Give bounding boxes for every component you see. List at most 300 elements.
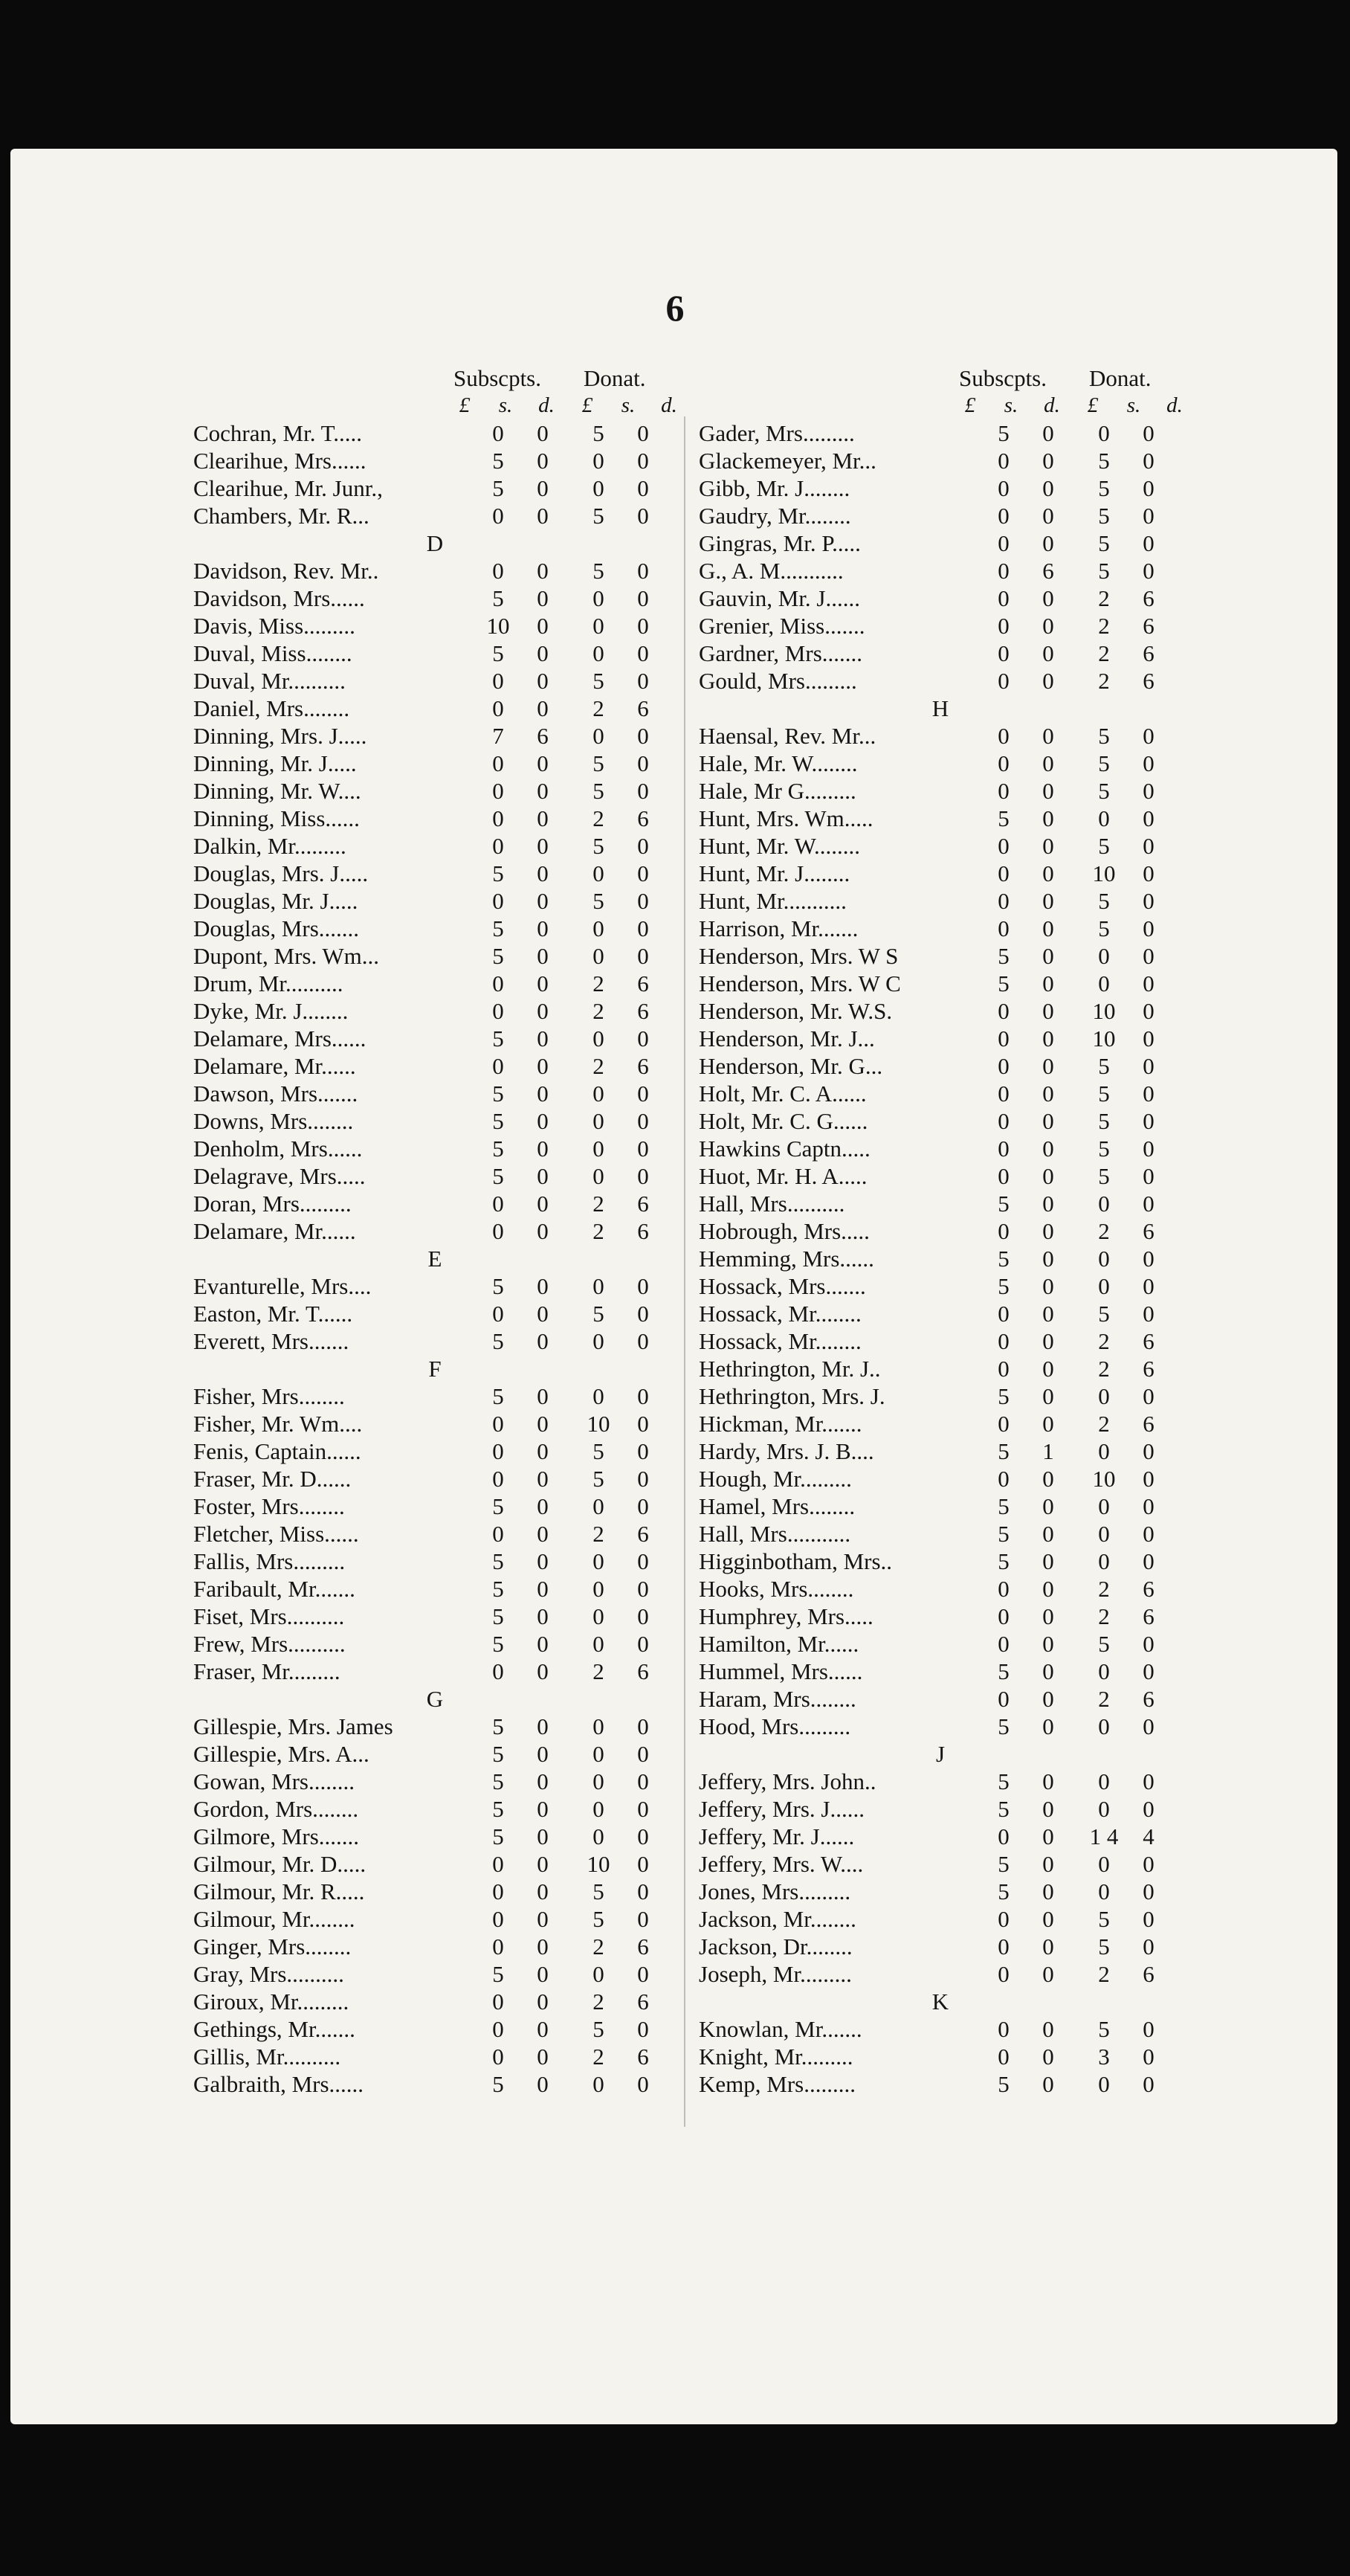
subscription-shillings: 0 bbox=[1042, 2044, 1054, 2070]
subscriber-name: Dupont, Mrs. Wm... bbox=[193, 943, 380, 969]
column-divider bbox=[684, 416, 685, 2127]
list-item bbox=[699, 474, 1182, 502]
subscriber-name: Evanturelle, Mrs.... bbox=[193, 1273, 372, 1299]
unit-pence: d. bbox=[661, 393, 677, 417]
list-item bbox=[193, 750, 676, 777]
donation-shillings: 0 bbox=[1143, 1493, 1154, 1519]
subscription-shillings: 0 bbox=[537, 888, 549, 914]
subscription-pounds: 5 bbox=[998, 1191, 1010, 1217]
subscriber-name: Holt, Mr. C. G...... bbox=[699, 1108, 868, 1134]
donation-pounds: 0 bbox=[1098, 1493, 1110, 1519]
donation-shillings: 0 bbox=[1143, 1713, 1154, 1739]
subscriber-name: Gillespie, Mrs. A... bbox=[193, 1741, 369, 1767]
subscription-shillings: 0 bbox=[537, 1961, 549, 1987]
subscriber-name: Hunt, Mr........... bbox=[699, 888, 847, 914]
donation-shillings: 6 bbox=[1143, 613, 1154, 639]
list-item bbox=[193, 1795, 676, 1823]
subscription-pounds: 0 bbox=[492, 558, 504, 584]
list-item bbox=[699, 997, 1182, 1025]
subscriber-name: Delamare, Mrs...... bbox=[193, 1025, 366, 1052]
subscription-pounds: 0 bbox=[492, 1191, 504, 1217]
section-letter: D bbox=[426, 530, 444, 556]
donation-pounds: 5 bbox=[1098, 888, 1110, 914]
subscriber-name: Duval, Miss........ bbox=[193, 640, 352, 666]
donation-pounds: 2 bbox=[592, 1053, 604, 1079]
subscriber-name: Jeffery, Mrs. W.... bbox=[699, 1851, 864, 1877]
list-item bbox=[193, 1658, 676, 1685]
subscription-pounds: 0 bbox=[492, 1218, 504, 1244]
donation-shillings: 0 bbox=[1143, 1438, 1154, 1464]
donation-pounds: 2 bbox=[1098, 585, 1110, 611]
donation-shillings: 0 bbox=[637, 1493, 649, 1519]
subscription-shillings: 0 bbox=[1042, 475, 1054, 501]
subscription-shillings: 0 bbox=[1042, 1411, 1054, 1437]
unit-pounds: £ bbox=[964, 393, 976, 417]
list-item bbox=[193, 1135, 676, 1162]
list-item bbox=[193, 887, 676, 915]
donation-pounds: 0 bbox=[592, 1163, 604, 1189]
donation-pounds: 0 bbox=[592, 1603, 604, 1629]
subscription-shillings: 0 bbox=[537, 1053, 549, 1079]
subscription-pounds: 0 bbox=[492, 778, 504, 804]
subscriber-name: Jeffery, Mrs. John.. bbox=[699, 1768, 876, 1794]
donation-pounds: 0 bbox=[592, 1768, 604, 1794]
subscriber-name: Douglas, Mrs....... bbox=[193, 915, 360, 941]
subscription-pounds: 5 bbox=[492, 1163, 504, 1189]
list-item bbox=[699, 419, 1182, 447]
subscription-shillings: 0 bbox=[1042, 1851, 1054, 1877]
subscription-pounds: 0 bbox=[998, 1411, 1010, 1437]
subscription-pounds: 0 bbox=[492, 1851, 504, 1877]
list-item bbox=[193, 1768, 676, 1795]
subscription-pounds: 0 bbox=[998, 503, 1010, 529]
donation-pounds: 5 bbox=[592, 1906, 604, 1932]
donation-shillings: 0 bbox=[637, 420, 649, 446]
donation-shillings: 0 bbox=[1143, 1878, 1154, 1904]
subscriber-name: Gordon, Mrs........ bbox=[193, 1796, 359, 1822]
donation-pounds: 5 bbox=[592, 2016, 604, 2042]
subscription-pounds: 0 bbox=[492, 1438, 504, 1464]
donation-pounds: 10 bbox=[1092, 998, 1116, 1024]
subscriber-name: Douglas, Mrs. J..... bbox=[193, 860, 369, 886]
donation-pounds: 2 bbox=[592, 2044, 604, 2070]
subscriber-name: Hossack, Mr........ bbox=[699, 1328, 862, 1354]
subscriber-name: Huot, Mr. H. A..... bbox=[699, 1163, 868, 1189]
subscriber-name: Gould, Mrs......... bbox=[699, 668, 857, 694]
subscription-shillings: 0 bbox=[537, 833, 549, 859]
subscription-pounds: 0 bbox=[998, 1631, 1010, 1657]
subscription-shillings: 0 bbox=[537, 860, 549, 886]
subscriber-name: Holt, Mr. C. A...... bbox=[699, 1081, 867, 1107]
subscription-shillings: 0 bbox=[537, 1108, 549, 1134]
list-item bbox=[193, 612, 676, 640]
list-item bbox=[699, 915, 1182, 942]
subscription-shillings: 0 bbox=[537, 585, 549, 611]
donation-pounds: 10 bbox=[587, 1851, 610, 1877]
right-rows bbox=[699, 419, 1182, 2098]
subscription-pounds: 5 bbox=[492, 1136, 504, 1162]
list-item bbox=[699, 1272, 1182, 1300]
donation-pounds: 2 bbox=[592, 805, 604, 831]
subscriber-name: Grenier, Miss....... bbox=[699, 613, 865, 639]
list-item bbox=[699, 1850, 1182, 1878]
donation-pounds: 5 bbox=[1098, 1081, 1110, 1107]
donation-shillings: 6 bbox=[637, 2044, 649, 2070]
subscription-pounds: 5 bbox=[998, 1768, 1010, 1794]
donation-pounds: 0 bbox=[592, 1383, 604, 1409]
subscription-shillings: 0 bbox=[1042, 1136, 1054, 1162]
subscription-shillings: 0 bbox=[537, 1878, 549, 1904]
subscription-shillings: 0 bbox=[1042, 585, 1054, 611]
donation-shillings: 0 bbox=[1143, 1631, 1154, 1657]
list-item bbox=[699, 805, 1182, 832]
subscriber-name: Clearihue, Mr. Junr., bbox=[193, 475, 383, 501]
list-item bbox=[193, 1988, 676, 2015]
subscription-pounds: 5 bbox=[998, 1246, 1010, 1272]
donation-shillings: 0 bbox=[637, 668, 649, 694]
subscription-pounds: 5 bbox=[492, 585, 504, 611]
donation-shillings: 0 bbox=[637, 1713, 649, 1739]
donation-pounds: 0 bbox=[592, 1713, 604, 1739]
donation-pounds: 5 bbox=[1098, 530, 1110, 556]
subscription-shillings: 0 bbox=[1042, 1686, 1054, 1712]
subscription-shillings: 0 bbox=[537, 448, 549, 474]
list-item bbox=[699, 1713, 1182, 1740]
subscription-pounds: 0 bbox=[492, 805, 504, 831]
column-header bbox=[193, 364, 676, 392]
subscriber-name: Gray, Mrs.......... bbox=[193, 1961, 344, 1987]
list-item bbox=[699, 1107, 1182, 1135]
donation-pounds: 0 bbox=[592, 1136, 604, 1162]
subscription-shillings: 0 bbox=[1042, 723, 1054, 749]
subscription-shillings: 0 bbox=[537, 1493, 549, 1519]
donation-pounds: 2 bbox=[1098, 640, 1110, 666]
donation-shillings: 0 bbox=[637, 640, 649, 666]
donation-shillings: 0 bbox=[1143, 970, 1154, 996]
list-item bbox=[193, 1630, 676, 1658]
subscription-pounds: 0 bbox=[998, 1466, 1010, 1492]
subscriber-name: Hossack, Mr........ bbox=[699, 1301, 862, 1327]
donation-shillings: 0 bbox=[1143, 1851, 1154, 1877]
list-item bbox=[699, 1795, 1182, 1823]
list-item bbox=[699, 777, 1182, 805]
donation-pounds: 5 bbox=[1098, 503, 1110, 529]
list-item bbox=[193, 997, 676, 1025]
list-item bbox=[193, 1960, 676, 1988]
donation-shillings: 0 bbox=[637, 1961, 649, 1987]
list-item bbox=[699, 2070, 1182, 2098]
donation-shillings: 6 bbox=[1143, 1411, 1154, 1437]
subscription-shillings: 0 bbox=[1042, 503, 1054, 529]
donation-shillings: 0 bbox=[637, 2016, 649, 2042]
subscriber-name: Hossack, Mrs....... bbox=[699, 1273, 866, 1299]
donation-pounds: 0 bbox=[1098, 970, 1110, 996]
donation-shillings: 0 bbox=[637, 1081, 649, 1107]
subscription-shillings: 0 bbox=[537, 1301, 549, 1327]
subscription-pounds: 5 bbox=[492, 448, 504, 474]
list-item bbox=[193, 1878, 676, 1905]
donation-shillings: 0 bbox=[1143, 1301, 1154, 1327]
subscription-shillings: 0 bbox=[537, 558, 549, 584]
subscription-shillings: 0 bbox=[537, 1576, 549, 1602]
donation-pounds: 10 bbox=[587, 1411, 610, 1437]
list-item bbox=[193, 1162, 676, 1190]
donation-pounds: 2 bbox=[1098, 1686, 1110, 1712]
subscription-shillings: 0 bbox=[537, 475, 549, 501]
subscription-pounds: 5 bbox=[998, 1548, 1010, 1574]
donation-shillings: 6 bbox=[637, 1989, 649, 2015]
donation-shillings: 0 bbox=[637, 1136, 649, 1162]
subscription-pounds: 5 bbox=[998, 1658, 1010, 1684]
subscriber-name: Hall, Mrs.......... bbox=[699, 1191, 845, 1217]
section-letter: F bbox=[428, 1356, 442, 1382]
donation-shillings: 0 bbox=[1143, 1191, 1154, 1217]
page-number: 6 bbox=[665, 287, 685, 329]
donation-pounds: 2 bbox=[592, 695, 604, 721]
subscription-pounds: 0 bbox=[998, 1081, 1010, 1107]
donation-pounds: 0 bbox=[1098, 420, 1110, 446]
subscription-pounds: 0 bbox=[492, 2044, 504, 2070]
subscriber-name: Hough, Mr......... bbox=[699, 1466, 852, 1492]
subscriber-name: Higginbotham, Mrs.. bbox=[699, 1548, 893, 1574]
section-letter: G bbox=[426, 1686, 444, 1712]
subscription-pounds: 5 bbox=[492, 1631, 504, 1657]
subscriber-name: Fenis, Captain...... bbox=[193, 1438, 361, 1464]
donation-shillings: 0 bbox=[1143, 888, 1154, 914]
subscription-shillings: 1 bbox=[1042, 1438, 1054, 1464]
subscription-pounds: 0 bbox=[998, 750, 1010, 776]
subscription-shillings: 0 bbox=[537, 1741, 549, 1767]
list-item bbox=[699, 529, 1182, 557]
subscription-shillings: 0 bbox=[537, 1081, 549, 1107]
donation-pounds: 0 bbox=[592, 448, 604, 474]
subscription-shillings: 0 bbox=[537, 1163, 549, 1189]
subscription-pounds: 5 bbox=[998, 1796, 1010, 1822]
donation-shillings: 0 bbox=[637, 1438, 649, 1464]
subscription-shillings: 0 bbox=[537, 1273, 549, 1299]
donation-shillings: 0 bbox=[637, 1576, 649, 1602]
list-item bbox=[699, 1437, 1182, 1465]
subscription-pounds: 0 bbox=[998, 1301, 1010, 1327]
unit-shillings: s. bbox=[1004, 393, 1018, 417]
subscription-shillings: 0 bbox=[537, 970, 549, 996]
donation-shillings: 0 bbox=[1143, 1466, 1154, 1492]
donation-shillings: 0 bbox=[637, 1631, 649, 1657]
subscription-pounds: 5 bbox=[492, 1576, 504, 1602]
subscription-pounds: 5 bbox=[492, 1273, 504, 1299]
donation-pounds: 0 bbox=[1098, 1246, 1110, 1272]
list-item bbox=[699, 1382, 1182, 1410]
subscriber-name: Dinning, Mr. J..... bbox=[193, 750, 357, 776]
donation-pounds: 5 bbox=[592, 503, 604, 529]
subscriber-name: Hemming, Mrs...... bbox=[699, 1246, 874, 1272]
list-item bbox=[699, 447, 1182, 474]
subscriber-name: Hawkins Captn..... bbox=[699, 1136, 871, 1162]
donations-header: Donat. bbox=[1089, 365, 1152, 391]
subscription-pounds: 5 bbox=[492, 1081, 504, 1107]
donation-shillings: 0 bbox=[1143, 503, 1154, 529]
subscription-pounds: 0 bbox=[998, 1218, 1010, 1244]
donation-shillings: 0 bbox=[637, 1851, 649, 1877]
subscription-shillings: 0 bbox=[537, 805, 549, 831]
donation-pounds: 0 bbox=[592, 1741, 604, 1767]
donation-pounds: 0 bbox=[1098, 2071, 1110, 2097]
subscriber-name: Hale, Mr. W........ bbox=[699, 750, 858, 776]
list-item bbox=[699, 1768, 1182, 1795]
donation-pounds: 0 bbox=[1098, 1383, 1110, 1409]
subscription-shillings: 0 bbox=[537, 668, 549, 694]
subscription-shillings: 0 bbox=[1042, 888, 1054, 914]
subscriber-name: Gader, Mrs......... bbox=[699, 420, 855, 446]
donation-pounds: 5 bbox=[592, 750, 604, 776]
unit-pounds: £ bbox=[459, 393, 471, 417]
donation-shillings: 6 bbox=[637, 1218, 649, 1244]
list-item bbox=[699, 750, 1182, 777]
subscription-pounds: 0 bbox=[998, 1961, 1010, 1987]
subscription-pounds: 0 bbox=[998, 723, 1010, 749]
subscription-pounds: 0 bbox=[492, 668, 504, 694]
donation-shillings: 6 bbox=[637, 805, 649, 831]
donation-shillings: 0 bbox=[1143, 998, 1154, 1024]
subscription-shillings: 0 bbox=[1042, 1658, 1054, 1684]
subscription-pounds: 5 bbox=[492, 1328, 504, 1354]
list-item bbox=[699, 502, 1182, 529]
donation-pounds: 2 bbox=[592, 1218, 604, 1244]
subscription-pounds: 0 bbox=[998, 475, 1010, 501]
subscriber-name: Hamilton, Mr...... bbox=[699, 1631, 859, 1657]
subscription-shillings: 0 bbox=[537, 503, 549, 529]
list-item bbox=[699, 1052, 1182, 1080]
donation-shillings: 6 bbox=[637, 1053, 649, 1079]
subscriber-name: Harrison, Mr....... bbox=[699, 915, 859, 941]
subscriber-name: Galbraith, Mrs...... bbox=[193, 2071, 364, 2097]
donation-shillings: 0 bbox=[1143, 1163, 1154, 1189]
subscriber-name: Giroux, Mr......... bbox=[193, 1989, 349, 2015]
subscriber-name: Hale, Mr G......... bbox=[699, 778, 856, 804]
subscriber-name: Jackson, Dr........ bbox=[699, 1933, 853, 1960]
subscription-pounds: 0 bbox=[998, 1823, 1010, 1849]
subscriber-name: Hood, Mrs......... bbox=[699, 1713, 851, 1739]
list-item bbox=[193, 1713, 676, 1740]
subscription-shillings: 0 bbox=[537, 1906, 549, 1932]
donation-shillings: 0 bbox=[637, 943, 649, 969]
subscriber-name: Gilmour, Mr. D..... bbox=[193, 1851, 366, 1877]
subscription-shillings: 0 bbox=[1042, 970, 1054, 996]
list-item bbox=[193, 1905, 676, 1933]
subscriber-name: Gillis, Mr.......... bbox=[193, 2044, 341, 2070]
subscription-shillings: 0 bbox=[1042, 1383, 1054, 1409]
section-letter: K bbox=[931, 1989, 949, 2015]
donation-shillings: 0 bbox=[637, 1796, 649, 1822]
donation-shillings: 0 bbox=[1143, 1521, 1154, 1547]
list-item bbox=[193, 1025, 676, 1052]
donation-pounds: 0 bbox=[592, 860, 604, 886]
subscription-shillings: 0 bbox=[1042, 530, 1054, 556]
donation-pounds: 0 bbox=[1098, 1521, 1110, 1547]
left-rows bbox=[193, 419, 676, 2098]
subscription-shillings: 0 bbox=[537, 943, 549, 969]
donation-shillings: 6 bbox=[1143, 1328, 1154, 1354]
subscription-pounds: 0 bbox=[998, 1108, 1010, 1134]
subscription-shillings: 0 bbox=[1042, 1493, 1054, 1519]
donation-pounds: 0 bbox=[1098, 1273, 1110, 1299]
donation-pounds: 5 bbox=[1098, 1933, 1110, 1960]
subscription-pounds: 0 bbox=[492, 1658, 504, 1684]
donation-pounds: 5 bbox=[592, 1878, 604, 1904]
donation-shillings: 6 bbox=[1143, 1603, 1154, 1629]
subscription-pounds: 0 bbox=[998, 1686, 1010, 1712]
donation-shillings: 0 bbox=[637, 585, 649, 611]
donation-pounds: 2 bbox=[592, 998, 604, 1024]
donation-pounds: 2 bbox=[1098, 613, 1110, 639]
donation-pounds: 2 bbox=[592, 1658, 604, 1684]
donation-pounds: 2 bbox=[592, 1521, 604, 1547]
subscription-pounds: 0 bbox=[998, 1025, 1010, 1052]
list-item bbox=[699, 1630, 1182, 1658]
list-item bbox=[193, 970, 676, 997]
list-item bbox=[193, 1933, 676, 1960]
subscriber-name: Gillespie, Mrs. James bbox=[193, 1713, 393, 1739]
subscription-shillings: 0 bbox=[1042, 1218, 1054, 1244]
list-item bbox=[193, 1272, 676, 1300]
list-item bbox=[193, 2043, 676, 2070]
subscription-pounds: 5 bbox=[492, 860, 504, 886]
donation-pounds: 5 bbox=[1098, 778, 1110, 804]
subscription-shillings: 0 bbox=[1042, 1108, 1054, 1134]
subscription-pounds: 0 bbox=[998, 585, 1010, 611]
donation-shillings: 0 bbox=[1143, 778, 1154, 804]
unit-shillings: s. bbox=[621, 393, 636, 417]
donation-shillings: 0 bbox=[637, 1108, 649, 1134]
list-item bbox=[699, 2015, 1182, 2043]
donation-shillings: 0 bbox=[1143, 1768, 1154, 1794]
list-item bbox=[699, 1190, 1182, 1217]
unit-pence: d. bbox=[1044, 393, 1060, 417]
subscription-pounds: 5 bbox=[998, 805, 1010, 831]
subscription-shillings: 0 bbox=[1042, 613, 1054, 639]
subscription-pounds: 0 bbox=[998, 1603, 1010, 1629]
subscription-pounds: 5 bbox=[492, 1741, 504, 1767]
donation-pounds: 5 bbox=[592, 1438, 604, 1464]
donation-shillings: 0 bbox=[1143, 943, 1154, 969]
subscription-shillings: 0 bbox=[1042, 2071, 1054, 2097]
subscription-shillings: 6 bbox=[537, 723, 549, 749]
donation-shillings: 6 bbox=[637, 1933, 649, 1960]
list-item bbox=[193, 474, 676, 502]
subscriptions-header: Subscpts. bbox=[453, 365, 541, 391]
subscription-shillings: 0 bbox=[537, 2016, 549, 2042]
subscription-pounds: 5 bbox=[492, 475, 504, 501]
donation-shillings: 0 bbox=[1143, 1548, 1154, 1574]
subscriber-name: Hamel, Mrs........ bbox=[699, 1493, 856, 1519]
subscriber-name: Chambers, Mr. R... bbox=[193, 503, 369, 529]
donation-shillings: 6 bbox=[1143, 668, 1154, 694]
subscriber-name: Henderson, Mr. W.S. bbox=[699, 998, 893, 1024]
list-item bbox=[699, 1960, 1182, 1988]
subscriber-name: Dalkin, Mr......... bbox=[193, 833, 346, 859]
subscription-shillings: 0 bbox=[1042, 1356, 1054, 1382]
subscription-shillings: 0 bbox=[1042, 1081, 1054, 1107]
subscription-shillings: 0 bbox=[1042, 420, 1054, 446]
list-item bbox=[193, 860, 676, 887]
donation-shillings: 0 bbox=[1143, 860, 1154, 886]
donation-shillings: 6 bbox=[1143, 1218, 1154, 1244]
list-item bbox=[699, 1410, 1182, 1437]
list-item bbox=[699, 860, 1182, 887]
subscription-pounds: 5 bbox=[998, 943, 1010, 969]
donation-shillings: 0 bbox=[637, 475, 649, 501]
donation-pounds: 5 bbox=[592, 420, 604, 446]
